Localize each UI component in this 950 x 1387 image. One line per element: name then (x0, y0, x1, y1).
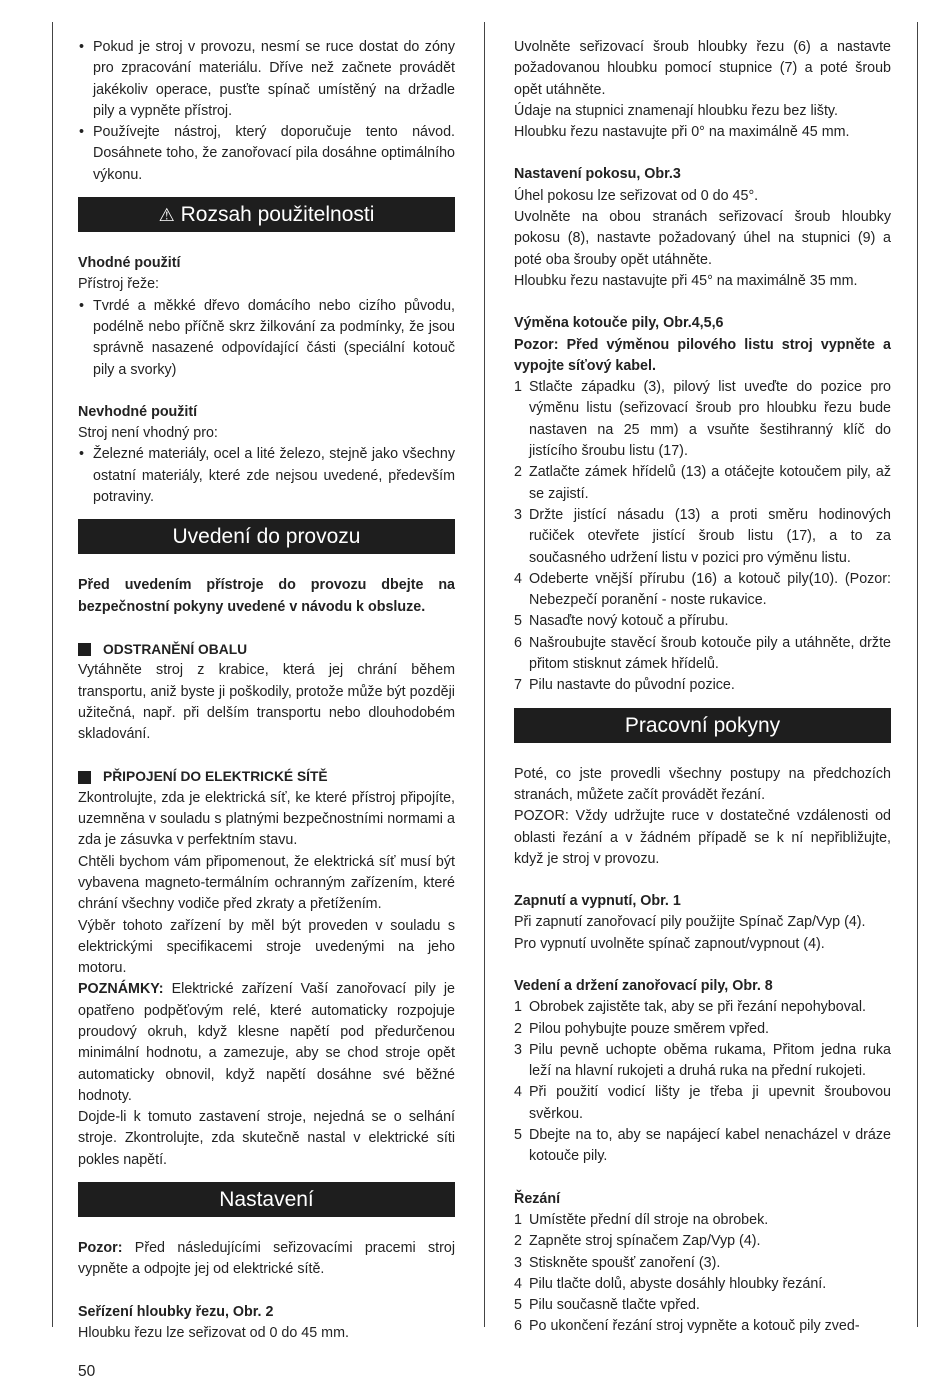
left-margin-rule (52, 22, 53, 1327)
paragraph: Hloubku řezu lze seřizovat od 0 do 45 mm. (78, 1324, 349, 1341)
list-item: 2 Pilou pohybujte pouze směrem vpřed. (514, 1020, 770, 1037)
paragraph: Údaje na stupnici znamenají hloubku řezu bez lišty. (514, 102, 838, 119)
center-column-rule (484, 22, 485, 1327)
list-item: 6 Po ukončení řezání stroj vypněte a kotouč pily zved- (514, 1318, 860, 1335)
list-item: 4 Při použití vodicí lišty je třeba ji upevnit šroubovou svěrkou. (514, 1084, 891, 1122)
list-item: • Používejte nástroj, který doporučuje tento návod. Dosáhnete toho, že zanořovací pila dosáhne optimálního výkonu. (78, 122, 455, 186)
list-item: 1 Stlačte západku (3), pilový list uveďte do pozice pro výměnu listu (seřizovací šroub pro hloubku řezu bude nastaven na 25 mm) a vsuňte šestihranný klíč do jistícího šroubu listu (17). (514, 379, 891, 460)
list-item: 5 Pilu současně tlačte vpřed. (514, 1297, 700, 1314)
vymena-steps-list (514, 377, 891, 696)
section-heading-pracovni (514, 708, 891, 743)
paragraph: Dojde-li k tomuto zastavení stroje, nejedná se o selhání stroje. Zkontrolujte, zda skutečně nastal v elektrické síti pokles napětí. (78, 1109, 455, 1168)
list-item: • Pokud je stroj v provozu, nesmí se ruce dostat do zóny pro zpracování materiálu. Dříve než začnete provádět jakékoliv operace, pusťte spínač umístěný na držadle pily a vypněte přístroj. (78, 37, 455, 122)
subheading-pokos: Nastavení pokosu, Obr.3 (514, 166, 681, 183)
paragraph: Pro vypnutí uvolněte spínač zapnout/vypnout (4). (514, 935, 825, 952)
section-heading-rozsah (78, 197, 455, 232)
list-item: 3 Stiskněte spoušť zanoření (3). (514, 1254, 721, 1271)
nevhodne-bullet-list (78, 444, 455, 508)
list-item: 5 Dbejte na to, aby se napájecí kabel nenacházel v dráze kotouče pily. (514, 1127, 891, 1165)
right-margin-rule (917, 22, 918, 1327)
list-item: • Tvrdé a měkké dřevo domácího nebo cizího původu, podélně nebo příčně skrz žilkování za podmínky, že jsou správně nasazené odpovídající části (speciální kotouč pily a svorky) (78, 296, 455, 381)
paragraph: Stroj není vhodný pro: (78, 425, 218, 442)
subheading-nevhodne: Nevhodné použití (78, 403, 198, 420)
subheading-hloubka: Seřízení hloubky řezu, Obr. 2 (78, 1303, 274, 1320)
poznamky-text: Elektrické zařízení Vaší zanořovací pily je opatřeno podpěťovým relé, které automaticky rozpojuje proudový okruh, když klesne napětí pod předurčenou minimální hodnotu, a zamezuje, aby se chod stroje opět automaticky obnovil, když napětí dosáhne své běžné hodnoty. (78, 981, 455, 1104)
poznamky-label: POZNÁMKY: (78, 981, 164, 998)
paragraph: Uvolněte na obou stranách seřizovací šroub hloubky pokosu (8), nastavte požadovaný úhel na stupnici (9) a poté oba šrouby opět utáhněte. (514, 209, 891, 268)
list-item: 3 Držte jistící násadu (13) a proti směru hodinových ručiček otevřete jistící šroub listu (17), a to za současného udržení listu v pozici pro výměnu listu. (514, 506, 891, 566)
subheading-vedeni: Vedení a držení zanořovací pily, Obr. 8 (514, 977, 773, 994)
vymena-pozor: Pozor: Před výměnou pilového listu stroj vypněte a vypojte síťový kabel. (514, 336, 891, 374)
right-column (514, 37, 891, 1338)
paragraph: Při zapnutí zanořovací pily použijte Spínač Zap/Vyp (4). (514, 914, 866, 931)
poznamky-paragraph (78, 979, 455, 1107)
list-item: 2 Zatlačte zámek hřídelů (13) a otáčejte kotoučem pily, až se zajistí. (514, 464, 891, 502)
subheading-vhodne: Vhodné použití (78, 255, 181, 272)
list-item: 4 Pilu tlačte dolů, abyste dosáhly hloubky řezání. (514, 1275, 827, 1292)
list-item: 1 Obrobek zajistěte tak, aby se při řezání nepohyboval. (514, 999, 866, 1016)
section-heading-nastaveni (78, 1182, 455, 1217)
paragraph-bold: Před uvedením přístroje do provozu dbejte na bezpečnostní pokyny uvedené v návodu k obsluze. (78, 577, 455, 615)
warning-icon: ⚠ (158, 205, 175, 226)
section-title: Uvedení do provozu (172, 525, 361, 549)
subheading-label: ODSTRANĚNÍ OBALU (103, 641, 248, 657)
section-heading-uvedeni (78, 519, 455, 554)
left-column (78, 37, 455, 1344)
pozor-label: Pozor: (78, 1240, 123, 1257)
paragraph: POZOR: Vždy udržujte ruce v dostatečné vzdálenosti od oblasti řezání a v žádném případě se k ní nepřibližujte, když je stroj v provozu. (514, 808, 891, 867)
intro-bullet-list (78, 37, 455, 186)
subheading-label: PŘIPOJENÍ DO ELEKTRICKÉ SÍTĚ (103, 769, 328, 785)
list-item: 1 Umístěte přední díl stroje na obrobek. (514, 1211, 769, 1228)
square-bullet-icon (78, 643, 91, 656)
page-number: 50 (78, 1363, 96, 1380)
subheading-rezani: Řezání (514, 1190, 561, 1207)
paragraph: Přístroj řeže: (78, 276, 160, 293)
list-item: 3 Pilu pevně uchopte oběma rukama, Přitom jedna ruka leží na hlavní rukojeti a druhá ruka na přední rukojeti. (514, 1041, 891, 1080)
subheading-zapnuti: Zapnutí a vypnutí, Obr. 1 (514, 893, 681, 910)
paragraph: Hloubku řezu nastavujte při 0° na maximálně 45 mm. (514, 124, 850, 141)
pozor-text: Před následujícími seřizovacími pracemi stroj vypněte a odpojte jej od elektrické sítě. (78, 1240, 455, 1278)
subheading-vymena: Výměna kotouče pily, Obr.4,5,6 (514, 315, 724, 332)
pozor-paragraph (78, 1238, 455, 1281)
section-title: Pracovní pokyny (624, 713, 781, 737)
list-item: • Železné materiály, ocel a lité železo, stejně jako všechny ostatní materiály, které zde nejsou uvedené, především potraviny. (78, 444, 455, 508)
vhodne-bullet-list (78, 296, 455, 381)
list-item: 5 Nasaďte nový kotouč a přírubu. (514, 613, 729, 630)
subheading-obal (78, 639, 455, 660)
subheading-sit (78, 766, 455, 787)
list-item: 4 Odeberte vnější přírubu (16) a kotouč pily(10). (Pozor: Nebezpečí poranění - noste rukavice. (514, 570, 891, 609)
paragraph: Úhel pokosu lze seřizovat od 0 do 45°. (514, 187, 759, 204)
list-item: 6 Našroubujte stavěcí šroub kotouče pily a utáhněte, držte přitom stisknut zámek hřídelů. (514, 634, 891, 673)
paragraph: Vytáhněte stroj z krabice, která jej chrání během transportu, aniž byste ji poškodily, protože může být později užitečná, např. při delším transportu nebo dlouhodobém skladování. (78, 662, 455, 743)
paragraph: Poté, co jste provedli všechny postupy na předchozích stranách, můžete začít provádět řezání. (514, 765, 891, 803)
paragraph: Zkontrolujte, zda je elektrická síť, ke které přístroj připojíte, uzemněna v souladu s platnými bezpečnostními normami a zda je zásuvka v perfektním stavu. (78, 789, 455, 849)
paragraph: Výběr tohoto zařízení by měl být proveden v souladu s elektrickými specifikacemi stroje uvedenými na jeho motoru. (78, 917, 455, 977)
square-bullet-icon (78, 771, 91, 784)
vedeni-steps-list (514, 997, 891, 1167)
section-title: Nastavení (219, 1188, 314, 1212)
paragraph: Hloubku řezu nastavujte při 45° na maximálně 35 mm. (514, 272, 858, 289)
rezani-steps-list (514, 1210, 891, 1338)
paragraph: Chtěli bychom vám připomenout, že elektrická síť musí být vybavena magneto-termálním ochranným zařízením, které chrání všechny vodiče před zkraty a přetížením. (78, 853, 455, 913)
paragraph: Uvolněte seřizovací šroub hloubky řezu (6) a nastavte požadovanou hloubku pomocí stupnice (7) a poté šroub opět utáhněte. (514, 39, 891, 98)
list-item: 7 Pilu nastavte do původní pozice. (514, 677, 735, 694)
section-title: Rozsah použitelnosti (180, 203, 375, 227)
list-item: 2 Zapněte stroj spínačem Zap/Vyp (4). (514, 1233, 761, 1250)
